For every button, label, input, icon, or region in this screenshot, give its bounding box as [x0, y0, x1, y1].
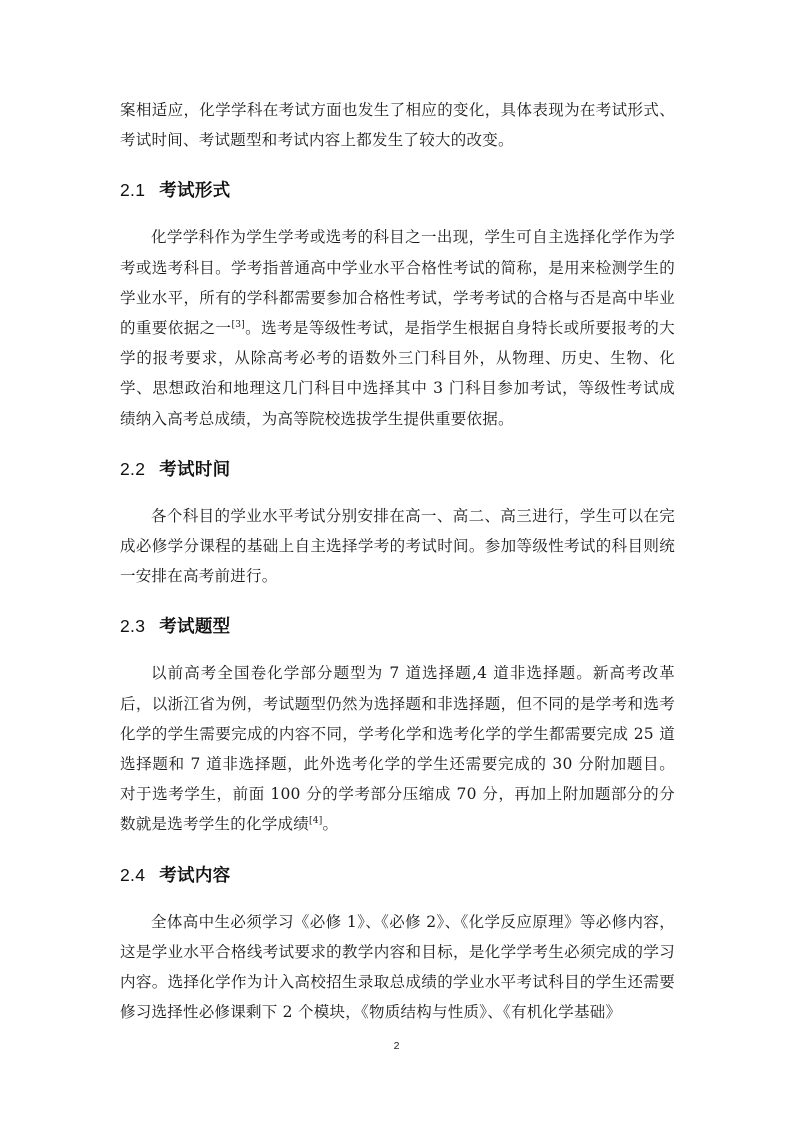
paragraph-text: 。 — [322, 815, 339, 834]
section-number: 2.4 — [120, 864, 146, 885]
citation-reference: [4] — [309, 816, 323, 827]
page-body — [120, 95, 675, 1027]
section-heading-2-2 — [120, 456, 675, 483]
section-title: 考试题型 — [159, 617, 231, 638]
section-paragraph-2-3 — [120, 658, 675, 839]
section-heading-2-4 — [120, 862, 675, 889]
section-paragraph-2-1 — [120, 222, 675, 433]
section-heading-2-3 — [120, 613, 675, 640]
section-title: 考试时间 — [159, 459, 231, 480]
section-title: 考试形式 — [159, 181, 231, 202]
paragraph-text: 。选考是等级性考试，是指学生根据自身特长或所要报考的大学的报考要求，从除高考必考的语数外三门科目外，从物理、历史、生物、化学、思想政治和地理这几门科目中选择其中 3 门科目参加考试，等级性考试成绩纳入高考总成绩，为高等院校选拔学生提供重要依据。 — [120, 319, 675, 428]
page-number: 2 — [393, 1040, 400, 1052]
citation-reference: [3] — [231, 320, 245, 331]
section-number: 2.1 — [120, 180, 146, 201]
section-heading-2-1 — [120, 177, 675, 204]
section-paragraph-2-4: 全体高中生必须学习《必修 1》、《必修 2》、《化学反应原理》等必修内容，这是学业水平合格线考试要求的教学内容和目标，是化学学考生必须完成的学习内容。选择化学作为计入高校招生录取总成绩的学业水平考试科目的学生还需要修习选择性必修课剩下 2 个模块，《物质结构与性质》、《有机化学基础》 — [120, 912, 675, 1022]
paragraph-text: 化学学科作为学生学考或选考的科目之一出现，学生可自主选择化学作为学考或选考科目。学考指普通高中学业水平合格性考试的简称，是用来检测学生的学业水平，所有的学科都需要参加合格性考试，学考考试的合格与否是高中毕业的重要依据之一 — [120, 228, 675, 338]
section-number: 2.3 — [120, 616, 146, 637]
section-number: 2.2 — [120, 458, 146, 479]
paragraph-text: 以前高考全国卷化学部分题型为 7 道选择题,4 道非选择题。新高考改革后，以浙江省为例，考试题型仍然为选择题和非选择题，但不同的是学考和选考化学的学生需要完成的内容不同，学考化学和选考化学的学生都需要完成 25 道选择题和 7 道非选择题，此外选考化学的学生还需要完成的 30 分附加题目。对于选考学生，前面 100 分的学考部分压缩成 70 分，再加上附加题部分的分数就是选考学生的化学成绩 — [120, 664, 675, 834]
intro-paragraph: 案相适应，化学学科在考试方面也发生了相应的变化，具体表现为在考试形式、考试时间、考试题型和考试内容上都发生了较大的改变。 — [120, 101, 675, 150]
section-title: 考试内容 — [159, 865, 231, 886]
section-paragraph-2-2: 各个科目的学业水平考试分别安排在高一、高二、高三进行，学生可以在完成必修学分课程的基础上自主选择学考的考试时间。参加等级性考试的科目则统一安排在高考前进行。 — [120, 506, 675, 586]
